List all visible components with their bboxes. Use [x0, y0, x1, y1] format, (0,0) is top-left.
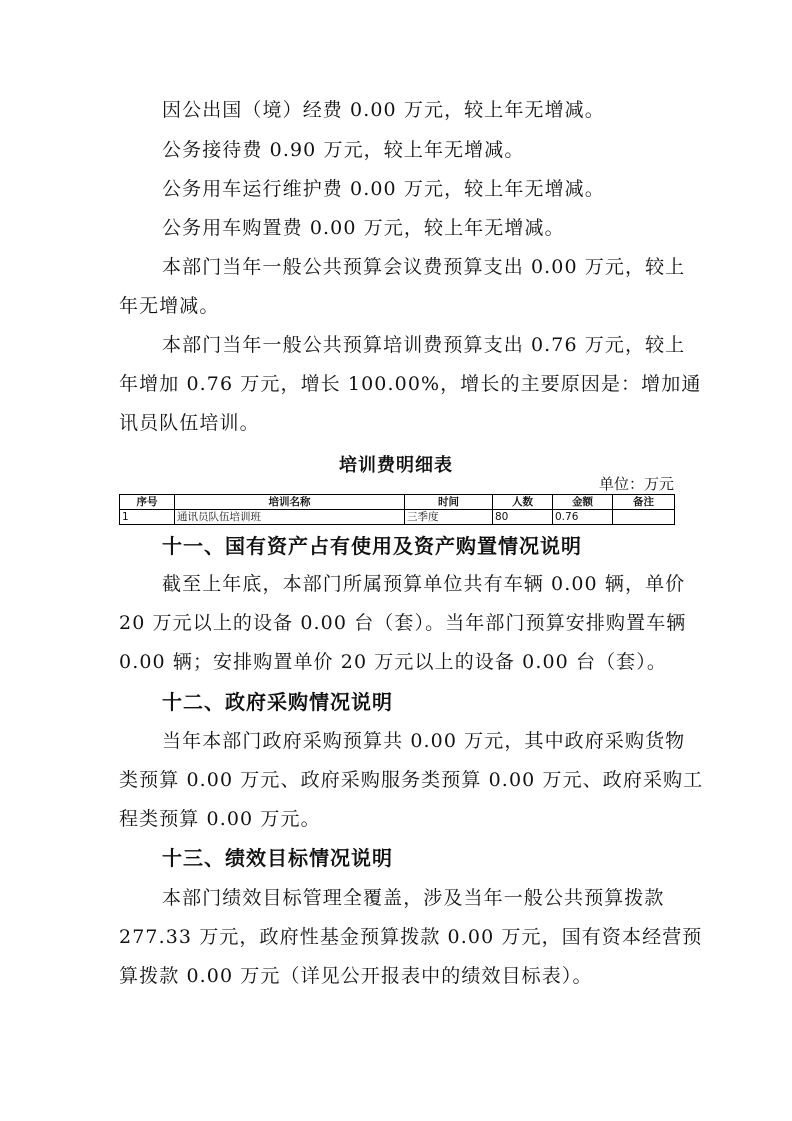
paragraph-line: 年增加 0.76 万元，增长 100.00%，增长的主要原因是：增加通 [119, 373, 702, 395]
paragraph-line: 类预算 0.00 万元、政府采购服务类预算 0.00 万元、政府采购工 [119, 769, 704, 791]
column-header-index: 序号 [120, 495, 175, 510]
paragraph-line: 当年本部门政府采购预算共 0.00 万元，其中政府采购货物 [162, 730, 686, 752]
paragraph-line: 公务用车购置费 0.00 万元，较上年无增减。 [162, 217, 565, 239]
section-heading: 十一、国有资产占有使用及资产购置情况说明 [162, 534, 582, 558]
training-fee-table [119, 494, 675, 525]
paragraph-line: 程类预算 0.00 万元。 [119, 808, 321, 830]
table-header-row [120, 495, 675, 510]
cell-name: 通讯员队伍培训班 [175, 510, 405, 525]
section-heading: 十二、政府采购情况说明 [162, 690, 393, 714]
cell-amount: 0.76 [553, 510, 613, 525]
paragraph-line: 本部门当年一般公共预算培训费预算支出 0.76 万元，较上 [162, 334, 686, 356]
paragraph-line: 年无增减。 [119, 295, 220, 317]
paragraph-line: 因公出国（境）经费 0.00 万元，较上年无增减。 [162, 99, 605, 121]
table-title: 培训费明细表 [339, 455, 453, 476]
cell-count: 80 [493, 510, 553, 525]
paragraph-line: 20 万元以上的设备 0.00 台（套）。当年部门预算安排购置车辆 [119, 612, 687, 634]
section-heading: 十三、绩效目标情况说明 [162, 846, 393, 870]
column-header-time: 时间 [405, 495, 493, 510]
paragraph-line: 本部门绩效目标管理全覆盖，涉及当年一般公共预算拨款 [162, 887, 665, 909]
cell-remark [613, 510, 675, 525]
cell-time: 三季度 [405, 510, 493, 525]
paragraph-line: 讯员队伍培训。 [119, 412, 260, 434]
paragraph-line: 277.33 万元，政府性基金预算拨款 0.00 万元，国有资本经营预 [119, 926, 703, 948]
paragraph-line: 算拨款 0.00 万元（详见公开报表中的绩效目标表）。 [119, 965, 593, 987]
paragraph-line: 本部门当年一般公共预算会议费预算支出 0.00 万元，较上 [162, 256, 686, 278]
cell-index: 1 [120, 510, 175, 525]
paragraph-line: 公务用车运行维护费 0.00 万元，较上年无增减。 [162, 178, 605, 200]
column-header-amount: 金额 [553, 495, 613, 510]
column-header-remark: 备注 [613, 495, 675, 510]
table-unit: 单位：万元 [598, 475, 674, 493]
paragraph-line: 0.00 辆；安排购置单价 20 万元以上的设备 0.00 台（套）。 [119, 651, 667, 673]
paragraph-line: 公务接待费 0.90 万元，较上年无增减。 [162, 139, 525, 161]
table-row [120, 510, 675, 525]
paragraph-line: 截至上年底，本部门所属预算单位共有车辆 0.00 辆，单价 [162, 573, 686, 595]
column-header-name: 培训名称 [175, 495, 405, 510]
column-header-count: 人数 [493, 495, 553, 510]
